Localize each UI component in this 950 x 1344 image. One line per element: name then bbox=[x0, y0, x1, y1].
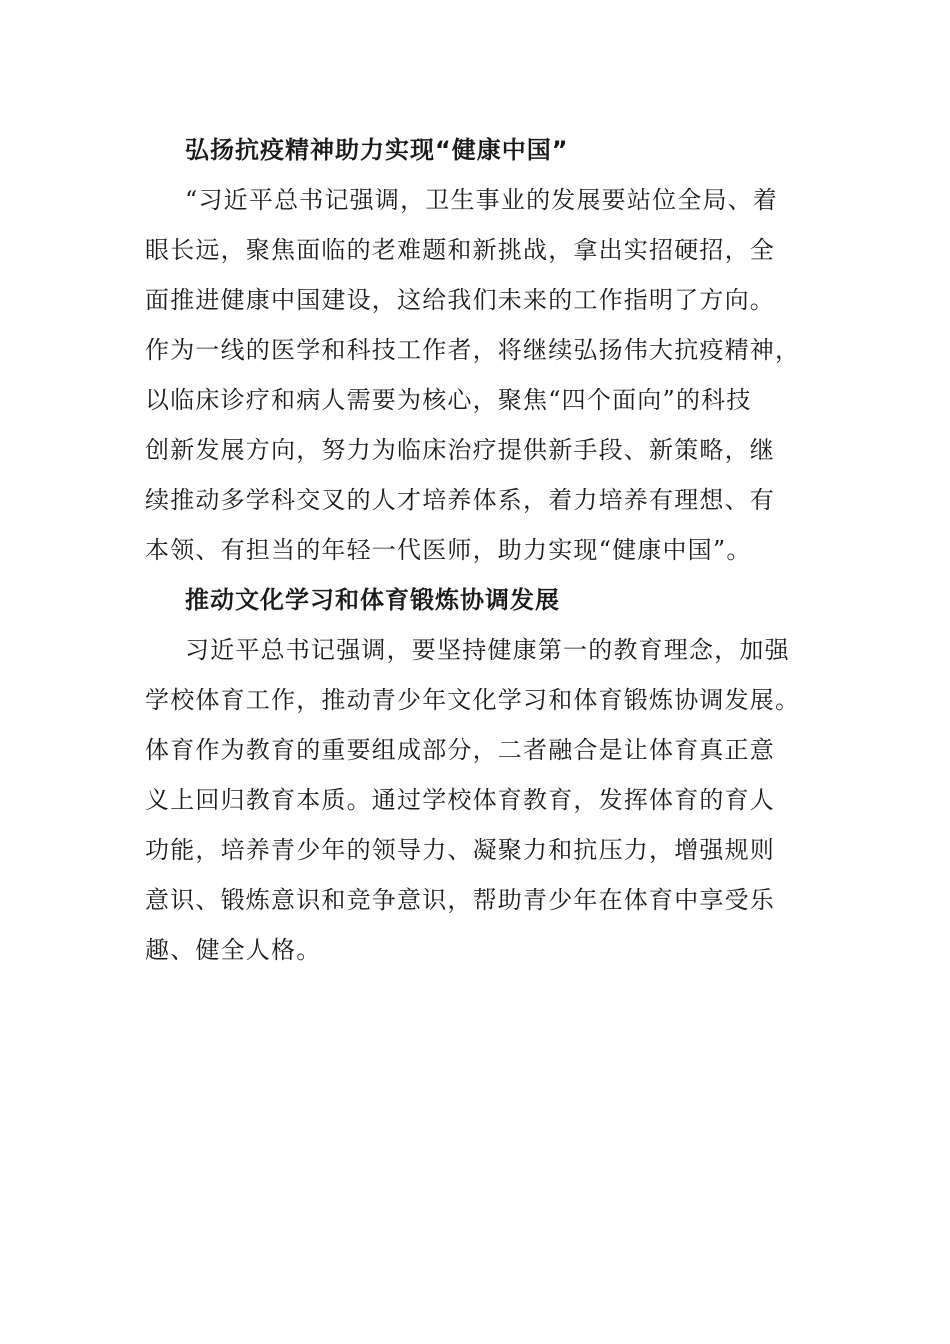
section-body-2 bbox=[145, 625, 805, 975]
paragraph-line: 体育作为教育的重要组成部分，二者融合是让体育真正意 bbox=[145, 736, 775, 764]
paragraph-line: 以临床诊疗和病人需要为核心，聚焦“四个面向”的科技 bbox=[145, 386, 752, 414]
section-heading-2: 推动文化学习和体育锻炼协调发展 bbox=[185, 586, 560, 614]
section-heading-1: 弘扬抗疫精神助力实现“健康中国” bbox=[185, 136, 569, 164]
document-page bbox=[145, 125, 805, 975]
paragraph-line: 续推动多学科交叉的人才培养体系，着力培养有理想、有 bbox=[145, 486, 775, 514]
paragraph-line: 学校体育工作，推动青少年文化学习和体育锻炼协调发展。 bbox=[145, 686, 801, 714]
paragraph-line: 趣、健全人格。 bbox=[145, 936, 322, 964]
paragraph-line: 创新发展方向，努力为临床治疗提供新手段、新策略，继 bbox=[145, 436, 775, 464]
paragraph-line: 面推进健康中国建设，这给我们未来的工作指明了方向。 bbox=[145, 286, 775, 314]
section-body-1 bbox=[145, 175, 805, 575]
paragraph-line: 本领、有担当的年轻一代医师，助力实现“健康中国”。 bbox=[145, 536, 752, 564]
paragraph-line: 作为一线的医学和科技工作者，将继续弘扬伟大抗疫精神， bbox=[145, 336, 801, 364]
paragraph-line: 义上回归教育本质。通过学校体育教育，发挥体育的育人 bbox=[145, 786, 775, 814]
paragraph-line: 眼长远，聚焦面临的老难题和新挑战，拿出实招硬招，全 bbox=[145, 236, 775, 264]
paragraph-line: 功能，培养青少年的领导力、凝聚力和抗压力，增强规则 bbox=[145, 836, 775, 864]
paragraph-line: 习近平总书记强调，要坚持健康第一的教育理念，加强 bbox=[185, 636, 790, 664]
paragraph-line: 意识、锻炼意识和竞争意识，帮助青少年在体育中享受乐 bbox=[145, 886, 775, 914]
paragraph-line: “习近平总书记强调，卫生事业的发展要站位全局、着 bbox=[185, 186, 779, 214]
